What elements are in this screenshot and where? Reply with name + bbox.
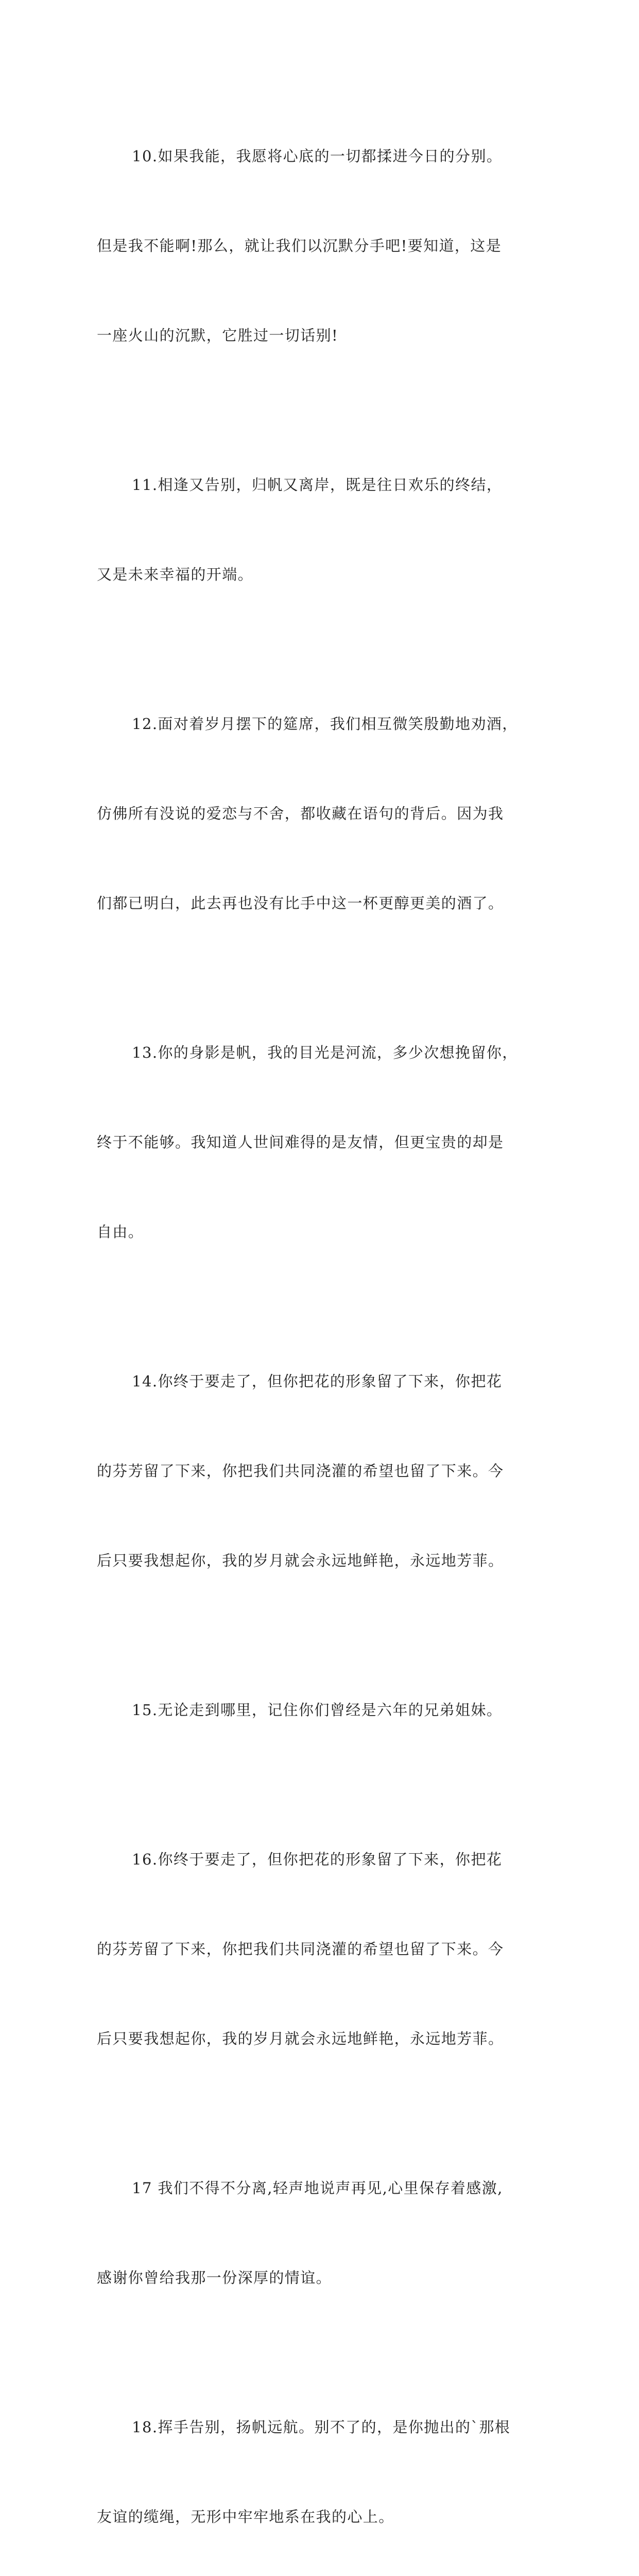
paragraph-line: 后只要我想起你，我的岁月就会永远地鲜艳，永远地芳菲。 [97, 1552, 504, 1569]
paragraph-17 [97, 2113, 542, 2352]
paragraph-13 [97, 978, 542, 1307]
paragraph-line: 10.如果我能，我愿将心底的一切都揉进今日的分别。 [132, 147, 503, 165]
paragraph-line: 友谊的缆绳，无形中牢牢地系在我的心上。 [97, 2508, 394, 2526]
paragraph-line: 后只要我想起你，我的岁月就会永远地鲜艳，永远地芳菲。 [97, 2030, 504, 2047]
paragraph-line: 18.挥手告别，扬帆远航。别不了的，是你抛出的`那根 [132, 2418, 511, 2436]
paragraph-line: 仿佛所有没说的爱恋与不舍，都收藏在语句的背后。因为我 [97, 805, 504, 822]
paragraph-15 [97, 1635, 542, 1785]
paragraph-line: 14.你终于要走了，但你把花的形象留了下来，你把花 [132, 1372, 503, 1390]
document-body [97, 81, 542, 2576]
paragraph-line: 但是我不能啊!那么，就让我们以沉默分手吧!要知道，这是 [97, 237, 502, 255]
paragraph-line: 自由。 [97, 1223, 144, 1241]
paragraph-14 [97, 1307, 542, 1635]
paragraph-line: 终于不能够。我知道人世间难得的是友情，但更宝贵的却是 [97, 1133, 504, 1151]
paragraph-18 [97, 2352, 542, 2576]
paragraph-12 [97, 649, 542, 978]
paragraph-line: 又是未来幸福的开端。 [97, 566, 254, 583]
paragraph-16 [97, 1785, 542, 2113]
paragraph-line: 12.面对着岁月摆下的筵席，我们相互微笑殷勤地劝酒， [132, 715, 518, 733]
paragraph-line: 的芬芳留了下来，你把我们共同浇灌的希望也留了下来。今 [97, 1462, 504, 1480]
paragraph-line: 15.无论走到哪里，记住你们曾经是六年的兄弟姐妹。 [132, 1701, 503, 1719]
paragraph-line: 11.相逢又告别，归帆又离岸，既是往日欢乐的终结， [132, 476, 503, 494]
paragraph-line: 感谢你曾给我那一份深厚的情谊。 [97, 2269, 332, 2286]
paragraph-line: 13.你的身影是帆，我的目光是河流，多少次想挽留你， [132, 1044, 518, 1061]
paragraph-line: 一座火山的沉默，它胜过一切话别! [97, 327, 339, 344]
paragraph-10 [97, 81, 542, 410]
paragraph-line: 们都已明白，此去再也没有比手中这一杯更醇更美的酒了。 [97, 894, 504, 912]
paragraph-line: 的芬芳留了下来，你把我们共同浇灌的希望也留了下来。今 [97, 1940, 504, 1958]
paragraph-11 [97, 410, 542, 649]
paragraph-line: 16.你终于要走了，但你把花的形象留了下来，你把花 [132, 1851, 503, 1868]
paragraph-line: 17 我们不得不分离,轻声地说声再见,心里保存着感激, [132, 2179, 503, 2197]
